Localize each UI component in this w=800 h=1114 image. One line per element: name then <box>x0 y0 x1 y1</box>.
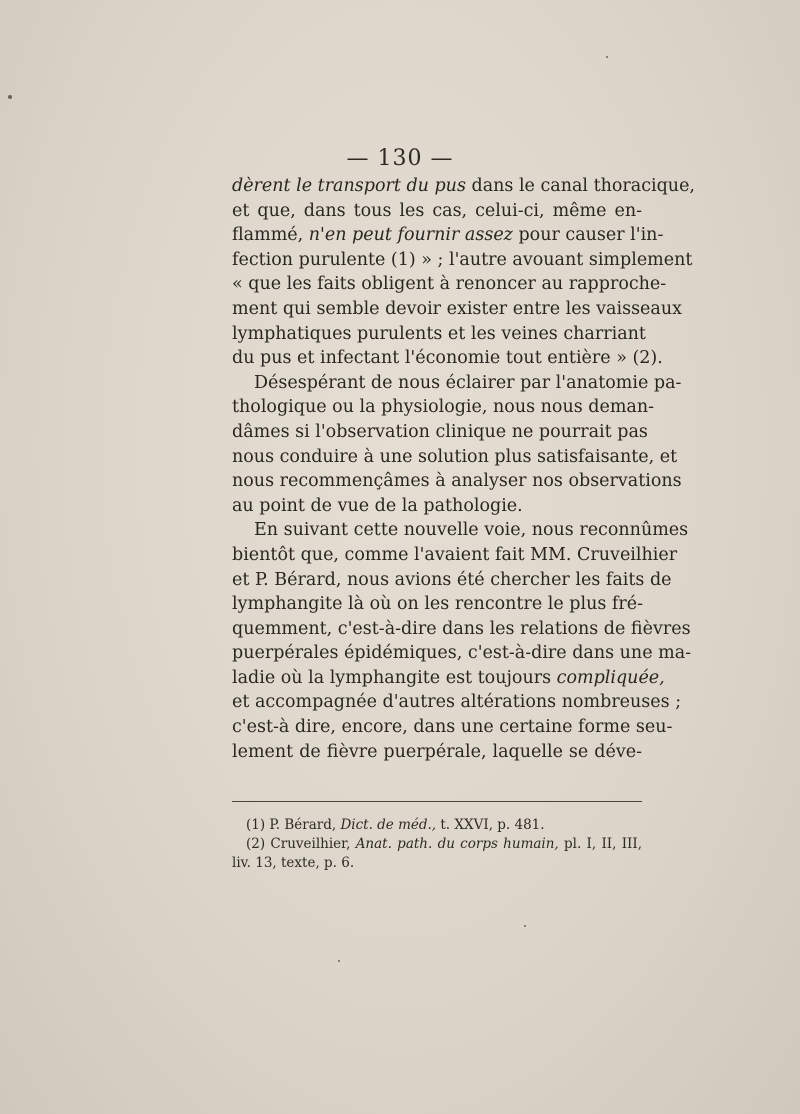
text-line <box>232 666 665 691</box>
italic-text: n'en peut fournir assez <box>308 225 513 246</box>
text-line <box>232 715 673 740</box>
text-run: flammé, <box>232 225 309 246</box>
text-line <box>232 395 655 420</box>
paper-speck <box>8 95 12 99</box>
text-run: (2) Cruveilhier, <box>246 836 356 852</box>
text-line <box>232 346 663 371</box>
text-run: puerpérales épidémiques, c'est-à-dire dans une ma- <box>232 643 692 664</box>
text-run: au point de vue de la pathologie. <box>232 495 523 516</box>
text-run: ment qui semble devoir exister entre les vaisseaux <box>232 298 682 319</box>
text-run: du pus et infectant l'économie tout entière » (2). <box>232 348 663 369</box>
footnote-line <box>232 835 642 854</box>
text-line <box>232 420 648 445</box>
text-line <box>232 469 682 494</box>
body-text <box>232 174 695 764</box>
text-run: fection purulente (1) » ; l'autre avouant simplement <box>232 249 693 270</box>
text-run: lymphangite là où on les rencontre le plus fré- <box>232 594 643 615</box>
text-run: c'est-à dire, encore, dans une certaine forme seu- <box>232 717 673 738</box>
text-line <box>232 641 692 666</box>
paper-speck <box>606 56 608 58</box>
text-run: En suivant cette nouvelle voie, nous reconnûmes <box>254 520 689 541</box>
paper-speck <box>338 960 340 962</box>
text-line <box>232 617 691 642</box>
text-run: (1) P. Bérard, <box>246 817 341 833</box>
text-line <box>232 248 693 273</box>
text-line <box>232 518 689 543</box>
text-run: liv. 13, texte, p. 6. <box>232 855 355 871</box>
text-run: dans le canal thoracique, <box>465 176 695 196</box>
footnote-line <box>232 816 642 835</box>
text-line <box>232 297 682 322</box>
text-run: thologique ou la physiologie, nous nous deman- <box>232 397 655 418</box>
text-run: et accompagnée d'autres altérations nombreuses ; <box>232 692 682 713</box>
text-line <box>232 199 642 224</box>
paper-speck <box>524 925 526 927</box>
text-line <box>232 445 678 470</box>
text-line <box>232 592 642 617</box>
text-line <box>232 690 682 715</box>
text-line <box>232 740 642 765</box>
italic-text: Anat. path. du corps humain, <box>355 836 559 852</box>
text-run: Désespérant de nous éclairer par l'anatomie pa- <box>254 372 682 393</box>
text-run: lymphatiques purulents et les veines charriant <box>232 323 646 344</box>
footnote-separator <box>232 801 642 802</box>
italic-text: dèrent le transport du pus <box>232 176 466 196</box>
page-number: — 130 — <box>346 146 454 171</box>
text-run: dâmes si l'observation clinique ne pourrait pas <box>232 421 648 442</box>
text-line <box>232 568 672 593</box>
text-line <box>232 272 667 297</box>
italic-text: compliquée, <box>556 667 665 688</box>
text-line <box>232 371 682 396</box>
text-line <box>232 494 642 519</box>
text-run: et P. Bérard, nous avions été chercher les faits de <box>232 569 672 590</box>
text-run: et que, dans tous les cas, celui-ci, même en- <box>232 200 642 221</box>
text-line <box>232 322 646 347</box>
text-line <box>232 174 695 199</box>
footnote-line <box>232 854 642 873</box>
text-run: pour causer l'in- <box>512 225 664 246</box>
text-run: lement de fièvre puerpérale, laquelle se déve- <box>232 741 642 762</box>
text-run: bientôt que, comme l'avaient fait MM. Cruveilhier <box>232 544 678 565</box>
text-run: nous conduire à une solution plus satisfaisante, et <box>232 446 678 467</box>
text-line <box>232 223 664 248</box>
text-run: nous recommençâmes à analyser nos observations <box>232 471 682 492</box>
text-line <box>232 543 678 568</box>
footnotes <box>232 816 642 873</box>
text-run: ladie où la lymphangite est toujours <box>232 667 557 688</box>
italic-text: Dict. de méd., <box>340 817 437 833</box>
text-run: t. XXVI, p. 481. <box>436 817 545 833</box>
text-run: « que les faits obligent à renoncer au rapproche- <box>232 274 667 295</box>
text-run: quemment, c'est-à-dire dans les relations de fièvres <box>232 618 691 639</box>
text-run: pl. I, II, III, <box>558 836 642 852</box>
